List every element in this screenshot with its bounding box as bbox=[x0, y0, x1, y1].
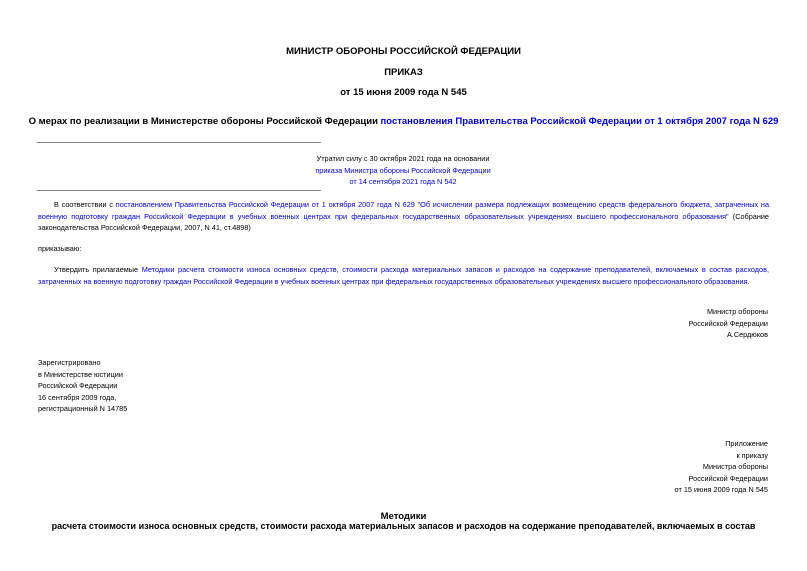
appendix-line4: Российской Федерации bbox=[688, 473, 768, 483]
registration-line2: в Министерстве юстиции bbox=[38, 369, 123, 379]
resolution-link[interactable]: постановлением Правительства Российской Федерации от 1 октября 2007 года N 629 "Об исчислении размера подлежащих возмещению средств федерального бюджета, затраченных на военную подготовку граждан Российской Федерации в учебных военных центрах при федеральных государственных образовательных учреждениях высшего профессионального образования" bbox=[38, 200, 770, 221]
methodology-title: Методики bbox=[380, 511, 427, 522]
signature-block bbox=[500, 306, 768, 341]
methodology-link[interactable]: Методики расчета стоимости износа основных средств, стоимости расхода материальных запасов и расходов на содержание преподавателей, включаемых в состав расходов, затраченных на военную подготовку граждан Российской Федерации в учебных военных центрах при федеральных государственных образовательных учреждениях высшего профессионального образования bbox=[38, 265, 770, 286]
repeal-order-link[interactable]: приказа Министра обороны Российской Федерации bbox=[315, 165, 491, 175]
title-resolution-link[interactable]: постановления Правительства Российской Федерации от 1 октября 2007 года N 629 bbox=[380, 116, 779, 127]
order-title bbox=[0, 116, 807, 127]
preamble-paragraph bbox=[38, 199, 769, 234]
approval-paragraph bbox=[38, 264, 769, 287]
order-word: приказываю: bbox=[38, 244, 82, 253]
signature-title: Министр обороны bbox=[706, 307, 768, 316]
divider-bottom bbox=[37, 190, 321, 191]
appendix-line1: Приложение bbox=[725, 439, 768, 448]
ministry-heading: МИНИСТР ОБОРОНЫ РОССИЙСКОЙ ФЕДЕРАЦИИ bbox=[286, 46, 521, 57]
appendix-date: от 15 июня 2009 года N 545 bbox=[674, 485, 768, 494]
appendix-line3: Министра обороны bbox=[702, 462, 768, 471]
registration-block bbox=[38, 357, 127, 415]
registration-line1: Зарегистрировано bbox=[38, 358, 101, 367]
approval-tail: . bbox=[747, 276, 750, 286]
divider-top bbox=[37, 142, 321, 143]
methodology-subtitle: расчета стоимости износа основных средств, стоимости расхода материальных запасов и расходов на содержание преподавателей, включаемых в состав bbox=[51, 521, 756, 531]
registration-date: 16 сентября 2009 года, bbox=[38, 392, 117, 402]
appendix-block bbox=[500, 438, 768, 496]
registration-line3: Российской Федерации bbox=[38, 381, 118, 390]
signature-name: А.Сердюков bbox=[726, 330, 768, 339]
repeal-note-line1: Утратил силу с 30 октября 2021 года на основании bbox=[316, 154, 490, 163]
approval-lead: Утвердить прилагаемые bbox=[54, 265, 142, 274]
repeal-note bbox=[250, 153, 556, 188]
doc-type-heading: ПРИКАЗ bbox=[384, 67, 423, 78]
order-date-heading: от 15 июня 2009 года N 545 bbox=[340, 87, 467, 98]
preamble-source: (Собрание законодательства Российской Федерации, 2007, N 41, ст.4898) bbox=[38, 211, 769, 232]
signature-org: Российской Федерации bbox=[688, 318, 768, 328]
registration-number: регистрационный N 14785 bbox=[38, 404, 128, 413]
appendix-line2: к приказу bbox=[736, 450, 768, 460]
preamble-lead: В соответствии с bbox=[54, 200, 116, 209]
repeal-order-date-link[interactable]: от 14 сентября 2021 года N 542 bbox=[349, 177, 457, 186]
order-title-text: О мерах по реализации в Министерстве обороны Российской Федерации bbox=[28, 116, 381, 127]
